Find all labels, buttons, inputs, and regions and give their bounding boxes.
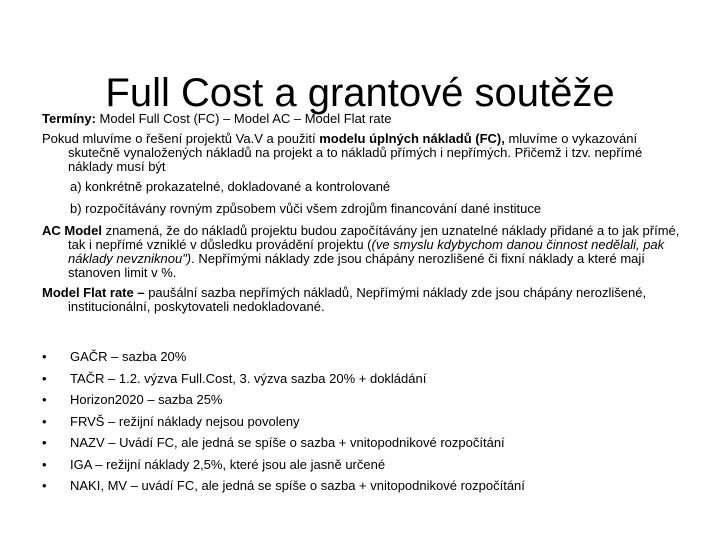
list-item-text: TAČR – 1.2. výzva Full.Cost, 3. výzva sazba 20% + dokládání [70, 370, 427, 386]
bullet-icon: • [42, 392, 47, 407]
list-item-text: NAZV – Uvádí FC, ale jedná se spíše o sazba + vnitopodnikové rozpočítání [70, 435, 505, 450]
ac-text-2: . Nepřímými náklady zde jsou chápány nerozlišené či fixní náklady a které mají stanoven limit v %. [68, 251, 645, 280]
bullet-list [42, 346, 682, 497]
terms-label: Termíny: [42, 111, 96, 126]
list-item [42, 454, 682, 476]
list-item [42, 432, 682, 454]
sub-item: a) konkrétně prokazatelné, dokladované a kontrolované [70, 179, 391, 194]
spacer [42, 320, 682, 346]
list-item-text: NAKI, MV – uvádí FC, ale jedná se spíše o sazba + vnitopodnikové rozpočítání [70, 478, 525, 493]
bullet-icon: • [42, 435, 47, 450]
list-item [42, 389, 682, 411]
ac-text-1: znamená, že do nákladů projektu budou započítávány jen uznatelné náklady přidané a to jak přímé, tak i nepřímé vzniklé v důsledku provádění projektu ( [68, 223, 680, 252]
terms-paragraph [42, 112, 682, 126]
list-item-text: Horizon2020 – sazba 25% [70, 392, 223, 407]
fc-text-1: Pokud mluvíme o řešení projektů Va.V a použití [42, 131, 320, 146]
list-item [42, 346, 682, 368]
slide-content [42, 112, 682, 497]
sub-item: b) rozpočítávány rovným způsobem vůči všem zdrojům financování dané instituce [70, 201, 542, 216]
flat-rate-text: paušální sazba nepřímých nákladů, Nepřímými náklady zde jsou chápány nerozlišené, institucionální, poskytovateli nedokladované. [68, 285, 647, 314]
fc-bold: modelu úplných nákladů (FC), [319, 131, 505, 146]
ac-italic: (ve smyslu kdybychom danou činnost nedělali, pak náklady nevzniknou") [68, 237, 665, 266]
list-item-text: FRVŠ – režijní náklady nejsou povoleny [70, 413, 300, 429]
ac-bold: AC Model [42, 223, 102, 238]
bullet-icon: • [42, 478, 47, 493]
bullet-icon: • [42, 370, 47, 386]
bullet-icon: • [42, 349, 47, 364]
terms-text: Model Full Cost (FC) – Model AC – Model Flat rate [95, 111, 392, 126]
slide-title: Full Cost a grantové soutěže [105, 70, 615, 115]
list-item [42, 475, 682, 497]
list-item [42, 368, 682, 390]
bullet-icon: • [42, 456, 47, 472]
fc-text-2: mluvíme o vykazování skutečně vynaložených nákladů na projekt a to nákladů přímých i nepřímých. Přičemž i tzv. nepřímé náklady musí být [68, 131, 643, 174]
ac-paragraph [42, 224, 682, 280]
list-item-text: IGA – režijní náklady 2,5%, které jsou ale jasně určené [70, 456, 386, 472]
flat-rate-bold: Model Flat rate – [42, 285, 145, 300]
bullet-icon: • [42, 413, 47, 429]
list-item-text: GAČR – sazba 20% [70, 349, 187, 364]
flat-rate-paragraph [42, 286, 682, 314]
fc-paragraph [42, 132, 682, 174]
list-item [42, 411, 682, 433]
